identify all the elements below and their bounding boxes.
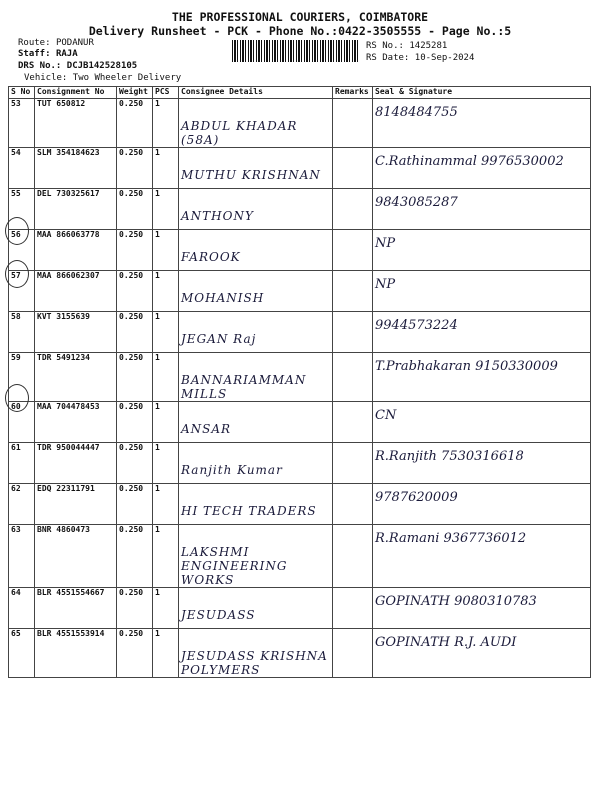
row-consignment-cell [35, 402, 117, 443]
row-sno-cell [9, 629, 35, 678]
row-weight-cell [117, 525, 153, 588]
row-consignee: JESUDASS KRISHNA POLYMERS [181, 649, 328, 677]
vehicle-label: Vehicle: [24, 73, 68, 83]
row-consignment-cell [35, 271, 117, 312]
col-remarks: Remarks [333, 87, 373, 99]
row-sno: 64 [11, 588, 21, 597]
col-sno: S No [9, 87, 35, 99]
row-weight-cell [117, 230, 153, 271]
row-sno-cell [9, 484, 35, 525]
row-pcs-cell [153, 148, 179, 189]
row-weight: 0.250 [119, 99, 144, 108]
row-sno: 60 [11, 402, 21, 411]
row-sno-cell [9, 99, 35, 148]
row-consignment-cell [35, 443, 117, 484]
row-consignee: Ranjith Kumar [181, 463, 283, 477]
route-label: Route: [18, 38, 51, 48]
row-remarks-cell [333, 629, 373, 678]
row-weight: 0.250 [119, 443, 144, 452]
row-consignment: MAA 704478453 [37, 402, 100, 411]
row-consignment-cell [35, 484, 117, 525]
row-weight-cell [117, 353, 153, 402]
row-pcs: 1 [155, 230, 160, 239]
row-consignee: ANTHONY [181, 209, 254, 223]
row-weight: 0.250 [119, 230, 144, 239]
staff-value: RAJA [55, 49, 78, 59]
row-remarks-cell [333, 402, 373, 443]
row-remarks-cell [333, 525, 373, 588]
row-consignee: JESUDASS [181, 608, 256, 622]
row-remarks-cell [333, 271, 373, 312]
row-signature: CN [375, 408, 397, 423]
row-consignee-cell [179, 148, 333, 189]
rs-no-line [366, 41, 447, 52]
row-consignee-cell [179, 189, 333, 230]
row-consignment: BLR 4551553914 [37, 629, 105, 638]
row-pcs-cell [153, 271, 179, 312]
row-consignee-cell [179, 230, 333, 271]
row-sno-cell [9, 525, 35, 588]
col-consignee: Consignee Details [179, 87, 333, 99]
row-weight-cell [117, 148, 153, 189]
row-pcs-cell [153, 525, 179, 588]
rs-no-value: 1425281 [409, 41, 448, 51]
row-signature-cell [373, 443, 591, 484]
row-signature-cell [373, 271, 591, 312]
row-signature: 9843085287 [375, 195, 458, 210]
rs-date-label: RS Date: [366, 53, 410, 63]
row-weight-cell [117, 443, 153, 484]
row-sno: 63 [11, 525, 21, 534]
row-consignment: BNR 4860473 [37, 525, 90, 534]
col-consignment: Consignment No [35, 87, 117, 99]
barcode-image [232, 40, 360, 62]
row-sno-cell [9, 443, 35, 484]
row-signature-cell [373, 189, 591, 230]
row-consignee: ANSAR [181, 422, 232, 436]
row-consignment: DEL 730325617 [37, 189, 100, 198]
row-signature-cell [373, 402, 591, 443]
row-sno-cell [9, 312, 35, 353]
row-weight-cell [117, 629, 153, 678]
row-sno-cell [9, 148, 35, 189]
row-consignment-cell [35, 353, 117, 402]
row-pcs: 1 [155, 312, 160, 321]
row-consignment-cell [35, 189, 117, 230]
row-consignee-cell [179, 629, 333, 678]
row-signature-cell [373, 353, 591, 402]
row-signature: 9944573224 [375, 318, 458, 333]
row-pcs: 1 [155, 189, 160, 198]
table-row [9, 443, 591, 484]
row-pcs-cell [153, 443, 179, 484]
row-consignment-cell [35, 148, 117, 189]
row-sno: 57 [11, 271, 21, 280]
row-remarks-cell [333, 230, 373, 271]
row-pcs: 1 [155, 525, 160, 534]
table-row [9, 148, 591, 189]
row-weight-cell [117, 271, 153, 312]
row-consignee: LAKSHMI ENGINEERING WORKS [181, 545, 288, 587]
table-row [9, 629, 591, 678]
row-consignee-cell [179, 402, 333, 443]
row-weight-cell [117, 402, 153, 443]
table-row [9, 189, 591, 230]
row-pcs: 1 [155, 629, 160, 638]
row-pcs-cell [153, 402, 179, 443]
row-pcs: 1 [155, 148, 160, 157]
circle-mark [5, 217, 29, 245]
row-remarks-cell [333, 443, 373, 484]
row-sno: 55 [11, 189, 21, 198]
row-weight: 0.250 [119, 189, 144, 198]
row-signature-cell [373, 312, 591, 353]
row-sno: 53 [11, 99, 21, 108]
row-sno: 56 [11, 230, 21, 239]
drs-value: DCJB142528105 [66, 61, 138, 71]
row-pcs-cell [153, 312, 179, 353]
row-consignee-cell [179, 271, 333, 312]
row-weight-cell [117, 99, 153, 148]
row-remarks-cell [333, 189, 373, 230]
row-sno: 59 [11, 353, 21, 362]
table-header-row [9, 87, 591, 99]
row-signature: 9787620009 [375, 490, 458, 505]
row-sno: 54 [11, 148, 21, 157]
row-signature: 8148484755 [375, 105, 458, 120]
row-consignee-cell [179, 443, 333, 484]
row-consignee-cell [179, 99, 333, 148]
row-consignment: TUT 650812 [37, 99, 86, 108]
col-signature: Seal & Signature [373, 87, 591, 99]
row-signature: NP [375, 277, 396, 292]
table-row [9, 230, 591, 271]
table-row [9, 484, 591, 525]
table-row [9, 525, 591, 588]
row-weight: 0.250 [119, 629, 144, 638]
row-signature-cell [373, 484, 591, 525]
row-weight: 0.250 [119, 271, 144, 280]
row-weight-cell [117, 588, 153, 629]
row-weight: 0.250 [119, 312, 144, 321]
row-signature: NP [375, 236, 396, 251]
row-consignee: MOHANISH [181, 291, 265, 305]
row-consignment-cell [35, 525, 117, 588]
table-row [9, 99, 591, 148]
row-consignment-cell [35, 312, 117, 353]
vehicle-value: Two Wheeler Delivery [72, 73, 182, 83]
row-pcs: 1 [155, 443, 160, 452]
row-signature: R.Ranjith 7530316618 [375, 449, 524, 464]
row-pcs: 1 [155, 99, 160, 108]
col-pcs: PCS [153, 87, 179, 99]
row-signature-cell [373, 629, 591, 678]
row-signature-cell [373, 148, 591, 189]
row-remarks-cell [333, 353, 373, 402]
row-sno: 58 [11, 312, 21, 321]
row-consignee: MUTHU KRISHNAN [181, 168, 321, 182]
drs-label: DRS No.: [18, 61, 62, 71]
row-consignee: FAROOK [181, 250, 241, 264]
table-row [9, 588, 591, 629]
row-consignment: MAA 866063778 [37, 230, 100, 239]
row-signature: T.Prabhakaran 9150330009 [375, 359, 558, 374]
row-weight-cell [117, 189, 153, 230]
row-pcs: 1 [155, 484, 160, 493]
row-remarks-cell [333, 312, 373, 353]
route-line [18, 38, 94, 49]
rs-no-label: RS No.: [366, 41, 404, 51]
row-consignment-cell [35, 588, 117, 629]
row-weight-cell [117, 484, 153, 525]
row-weight: 0.250 [119, 402, 144, 411]
row-sno-cell [9, 588, 35, 629]
table-row [9, 353, 591, 402]
rs-date-line [366, 53, 474, 64]
row-pcs: 1 [155, 588, 160, 597]
circle-mark [5, 384, 29, 412]
row-remarks-cell [333, 484, 373, 525]
row-weight: 0.250 [119, 525, 144, 534]
circle-mark [5, 260, 29, 288]
vehicle-line [24, 73, 181, 84]
table-row [9, 312, 591, 353]
row-consignment-cell [35, 99, 117, 148]
row-weight: 0.250 [119, 484, 144, 493]
row-weight-cell [117, 312, 153, 353]
row-signature-cell [373, 230, 591, 271]
row-sno: 65 [11, 629, 21, 638]
row-pcs: 1 [155, 402, 160, 411]
row-consignment: KVT 3155639 [37, 312, 90, 321]
row-consignment: BLR 4551554667 [37, 588, 105, 597]
row-signature-cell [373, 99, 591, 148]
row-pcs: 1 [155, 271, 160, 280]
table-row [9, 271, 591, 312]
row-remarks-cell [333, 148, 373, 189]
company-title: THE PROFESSIONAL COURIERS, COIMBATORE [171, 10, 429, 24]
row-signature: R.Ramani 9367736012 [375, 531, 527, 546]
row-consignment: MAA 866062307 [37, 271, 100, 280]
row-consignment: SLM 354184623 [37, 148, 100, 157]
row-weight: 0.250 [119, 353, 144, 362]
staff-line [18, 49, 78, 60]
row-consignee-cell [179, 353, 333, 402]
row-signature: GOPINATH 9080310783 [375, 594, 537, 609]
row-consignment: TDR 950044447 [37, 443, 100, 452]
row-pcs-cell [153, 353, 179, 402]
row-pcs: 1 [155, 353, 160, 362]
runsheet-title: Delivery Runsheet - PCK - Phone No.:0422-3505555 - Page No.:5 [88, 24, 512, 38]
row-sno: 62 [11, 484, 21, 493]
row-pcs-cell [153, 230, 179, 271]
row-sno: 61 [11, 443, 21, 452]
row-remarks-cell [333, 588, 373, 629]
row-consignee-cell [179, 525, 333, 588]
rs-date-value: 10-Sep-2024 [414, 53, 475, 63]
route-value: PODANUR [55, 38, 94, 48]
row-signature-cell [373, 525, 591, 588]
row-consignee: ABDUL KHADAR (58A) [181, 119, 298, 147]
row-consignee-cell [179, 588, 333, 629]
row-pcs-cell [153, 588, 179, 629]
row-consignment: EDQ 22311791 [37, 484, 95, 493]
row-consignee: HI TECH TRADERS [181, 504, 317, 518]
row-consignment-cell [35, 230, 117, 271]
row-signature: GOPINATH R.J. AUDI [375, 635, 517, 650]
row-consignment: TDR 5491234 [37, 353, 90, 362]
col-weight: Weight [117, 87, 153, 99]
row-consignee: BANNARIAMMAN MILLS [181, 373, 307, 401]
staff-label: Staff: [18, 49, 51, 59]
row-weight: 0.250 [119, 148, 144, 157]
delivery-table [8, 86, 591, 678]
row-consignee: JEGAN Raj [181, 332, 257, 346]
row-weight: 0.250 [119, 588, 144, 597]
row-signature: C.Rathinammal 9976530002 [375, 154, 564, 169]
row-pcs-cell [153, 189, 179, 230]
row-consignee-cell [179, 312, 333, 353]
drs-line [18, 61, 137, 72]
table-row [9, 402, 591, 443]
row-pcs-cell [153, 484, 179, 525]
row-pcs-cell [153, 629, 179, 678]
row-signature-cell [373, 588, 591, 629]
row-remarks-cell [333, 99, 373, 148]
row-consignment-cell [35, 629, 117, 678]
row-pcs-cell [153, 99, 179, 148]
row-consignee-cell [179, 484, 333, 525]
